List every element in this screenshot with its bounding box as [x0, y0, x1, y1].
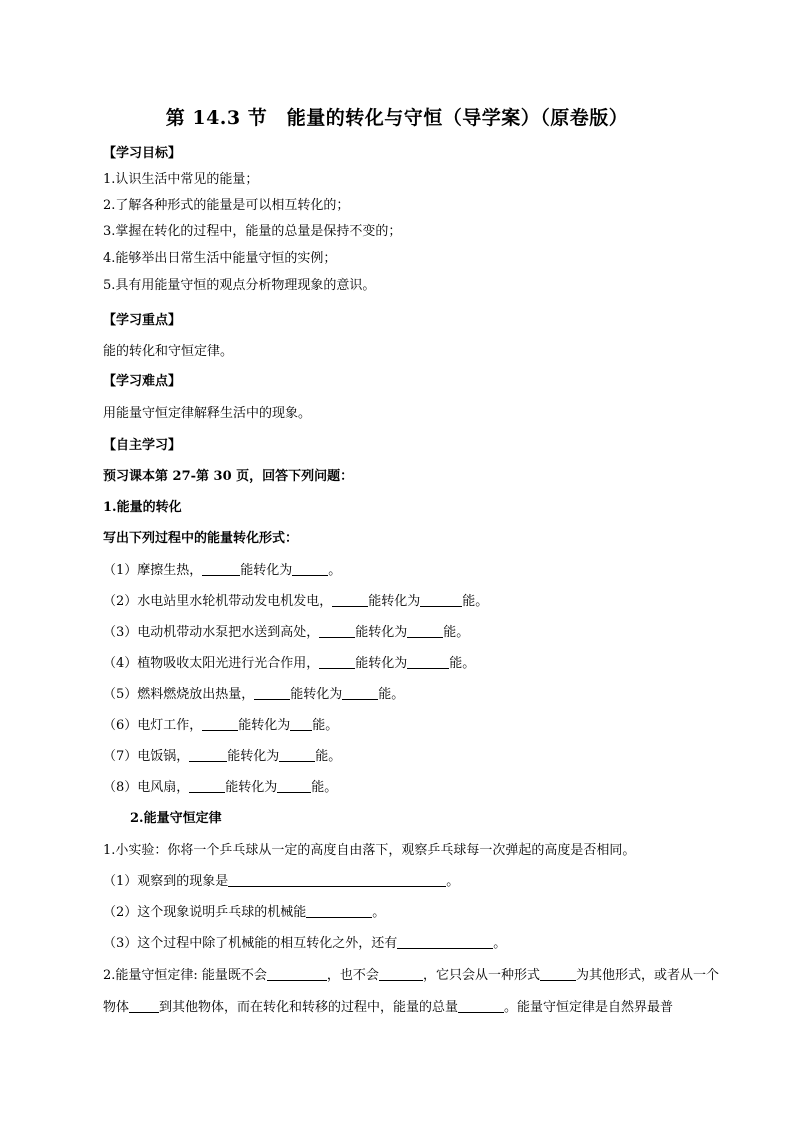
self-study-intro: 预习课本第 27-第 30 页，回答下列问题：: [103, 469, 354, 484]
conversion-item-4: （4）植物吸收太阳光进行光合作用， 能转化为 能。: [103, 656, 476, 671]
fill-blank[interactable]: [277, 779, 311, 793]
fill-blank[interactable]: [189, 779, 225, 793]
section1-title: 1.能量的转化: [103, 500, 182, 515]
conversion-item-2: （2）水电站里水轮机带动发电机发电， 能转化为 能。: [103, 594, 489, 609]
fill-blank[interactable]: [420, 593, 462, 607]
difficulty-text: 用能量守恒定律解释生活中的现象。: [103, 406, 312, 421]
fill-blank[interactable]: [292, 562, 328, 576]
section2-title: 2.能量守恒定律: [130, 811, 222, 826]
objectives-heading: 【学习目标】: [103, 146, 182, 161]
fill-blank[interactable]: [306, 904, 372, 918]
fill-blank[interactable]: [458, 999, 504, 1013]
objective-item: 3.掌握在转化的过程中，能量的总量是保持不变的；: [103, 224, 402, 239]
conservation-law-paragraph: 2.能量守恒定律: 能量既不会 ，也不会 ，它只会从一种形式 为其他形式，或者从一个物体 到其他物体，而在转化和转移的过程中，能量的总量 。能量守恒定律是自然界最普: [103, 968, 719, 1015]
difficulty-heading: 【学习难点】: [103, 374, 182, 389]
page-title: 第 14.3 节 能量的转化与守恒（导学案）（原卷版）: [165, 107, 629, 129]
fill-blank[interactable]: [332, 593, 368, 607]
conversion-item-7: （7）电饭锅， 能转化为 能。: [103, 749, 342, 764]
objective-item: 1.认识生活中常见的能量；: [103, 172, 259, 187]
question-2: （2）这个现象说明乒乓球的机械能 。: [103, 905, 386, 920]
fill-blank[interactable]: [202, 717, 238, 731]
conversion-item-6: （6）电灯工作， 能转化为 能。: [103, 718, 339, 733]
fill-blank[interactable]: [379, 967, 423, 981]
conversion-item-5: （5）燃料燃烧放出热量， 能转化为 能。: [103, 687, 405, 702]
fill-blank[interactable]: [290, 717, 312, 731]
question-3: （3）这个过程中除了机械能的相互转化之外，还有 。: [103, 936, 507, 951]
fill-blank[interactable]: [267, 967, 327, 981]
fill-blank[interactable]: [202, 562, 240, 576]
objective-item: 5.具有用能量守恒的观点分析物理现象的意识。: [103, 278, 376, 293]
fill-blank[interactable]: [407, 624, 443, 638]
experiment-text: 1.小实验：你将一个乒乓球从一定的高度自由落下，观察乒乓球每一次弹起的高度是否相同。: [103, 843, 636, 858]
question-1: （1）观察到的现象是 。: [103, 874, 460, 889]
fill-blank[interactable]: [342, 686, 378, 700]
conversion-item-1: （1）摩擦生热， 能转化为 。: [103, 563, 342, 578]
fill-blank[interactable]: [228, 873, 446, 887]
fill-blank[interactable]: [254, 686, 290, 700]
conversion-item-8: （8）电风扇， 能转化为 能。: [103, 780, 338, 795]
fill-blank[interactable]: [319, 624, 355, 638]
objective-item: 4.能够举出日常生活中能量守恒的实例；: [103, 251, 337, 266]
fill-blank[interactable]: [540, 967, 576, 981]
fill-blank[interactable]: [407, 655, 449, 669]
fill-blank[interactable]: [129, 999, 159, 1013]
key-point-text: 能的转化和守恒定律。: [103, 344, 234, 359]
fill-blank[interactable]: [279, 748, 315, 762]
objective-item: 2.了解各种形式的能量是可以相互转化的；: [103, 198, 350, 213]
key-point-heading: 【学习重点】: [103, 313, 182, 328]
fill-blank[interactable]: [189, 748, 227, 762]
self-study-heading: 【自主学习】: [103, 438, 182, 453]
conversion-item-3: （3）电动机带动水泵把水送到高处， 能转化为 能。: [103, 625, 470, 640]
fill-blank[interactable]: [397, 935, 493, 949]
fill-blank[interactable]: [319, 655, 355, 669]
section1-prompt: 写出下列过程中的能量转化形式：: [103, 531, 299, 546]
